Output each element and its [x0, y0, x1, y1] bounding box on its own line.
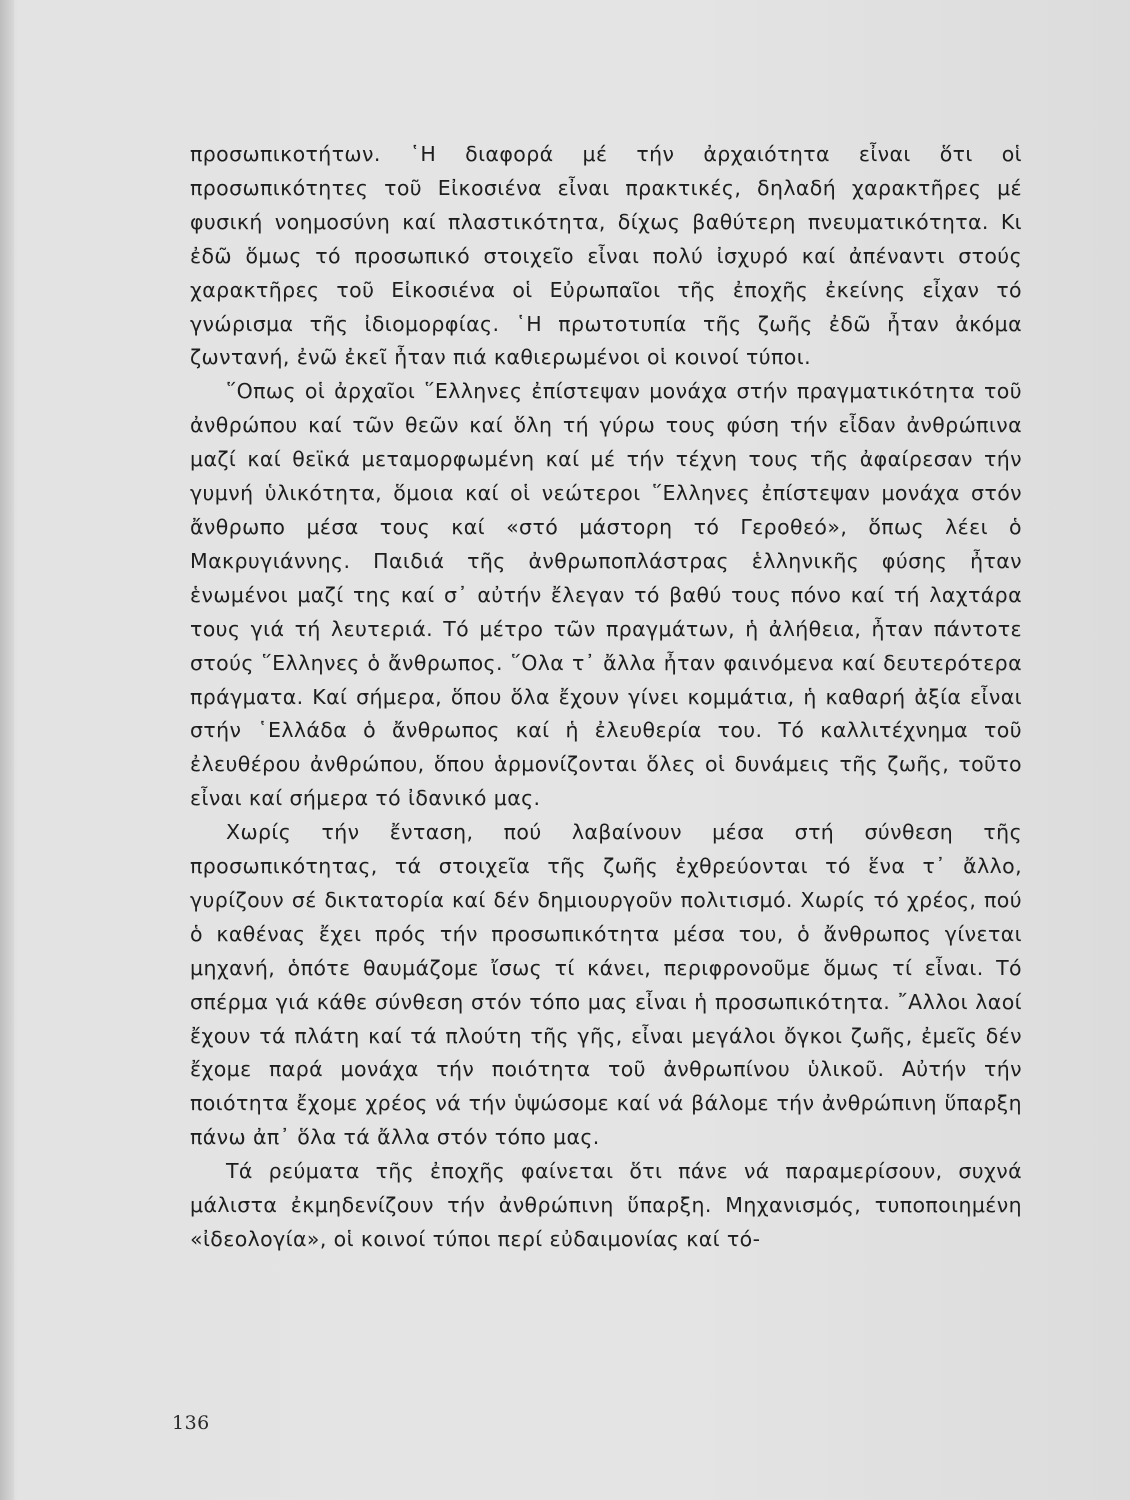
page-spine-edge: [0, 0, 14, 1500]
paragraph-4: Τά ρεύματα τῆς ἐποχῆς φαίνεται ὅτι πάνε νά παραμερίσουν, συχνά μάλιστα ἐκμηδενίζουν τήν ἀνθρώπινη ὕπαρξη. Μηχανισμός, τυποποιημένη «ἰδεολογία», οἱ κοινοί τύποι περί εὐδαιμονίας καί τό-: [190, 1159, 1022, 1251]
body-text: [190, 138, 1022, 1257]
paragraph-1: προσωπικοτήτων. ῾Η διαφορά μέ τήν ἀρχαιότητα εἶναι ὅτι οἱ προσωπικότητες τοῦ Εἰκοσιένα εἶναι πρακτικές, δηλαδή χαρακτῆρες μέ φυσική νοημοσύνη καί πλαστικότητα, δίχως βαθύτερη πνευματικότητα. Κι ἐδῶ ὅμως τό προσωπικό στοιχεῖο εἶναι πολύ ἰσχυρό καί ἀπέναντι στούς χαρακτῆρες τοῦ Εἰκοσιένα οἱ Εὐρωπαῖοι τῆς ἐποχῆς ἐκείνης εἶχαν τό γνώρισμα τῆς ἰδιομορφίας. ῾Η πρωτοτυπία τῆς ζωῆς ἐδῶ ἦταν ἀκόμα ζωντανή, ἐνῶ ἐκεῖ ἦταν πιά καθιερωμένοι οἱ κοινοί τύποι.: [190, 142, 1022, 370]
paragraph-3: Χωρίς τήν ἔνταση, πού λαβαίνουν μέσα στή σύνθεση τῆς προσωπικότητας, τά στοιχεῖα τῆς ζωῆς ἐχθρεύονται τό ἕνα τ᾽ ἄλλο, γυρίζουν σέ δικτατορία καί δέν δημιουργοῦν πολιτισμό. Χωρίς τό χρέος, πού ὁ καθένας ἔχει πρός τήν προσωπικότητα μέσα του, ὁ ἄνθρωπος γίνεται μηχανή, ὁπότε θαυμάζομε ἴσως τί κάνει, περιφρονοῦμε ὅμως τί εἶναι. Τό σπέρμα γιά κάθε σύνθεση στόν τόπο μας εἶναι ἡ προσωπικότητα. ῎Αλλοι λαοί ἔχουν τά πλάτη καί τά πλούτη τῆς γῆς, εἶναι μεγάλοι ὄγκοι ζωῆς, ἐμεῖς δέν ἔχομε παρά μονάχα τήν ποιότητα τοῦ ἀνθρωπίνου ὑλικοῦ. Αὐτήν τήν ποιότητα ἔχομε χρέος νά τήν ὑψώσομε καί νά βάλομε τήν ἀνθρώπινη ὕπαρξη πάνω ἀπ᾽ ὅλα τά ἄλλα στόν τόπο μας.: [190, 820, 1022, 1150]
paragraph-2: ῞Οπως οἱ ἀρχαῖοι ῞Ελληνες ἐπίστεψαν μονάχα στήν πραγματικότητα τοῦ ἀνθρώπου καί τῶν θεῶν καί ὅλη τή γύρω τους φύση τήν εἶδαν ἀνθρώπινα μαζί καί θεϊκά μεταμορφωμένη καί μέ τήν τέχνη τους τῆς ἀφαίρεσαν τήν γυμνή ὑλικότητα, ὅμοια καί οἱ νεώτεροι ῞Ελληνες ἐπίστεψαν μονάχα στόν ἄνθρωπο μέσα τους καί «στό μάστορη τό Γεροθεό», ὅπως λέει ὁ Μακρυγιάννης. Παιδιά τῆς ἀνθρωποπλάστρας ἑλληνικῆς φύσης ἦταν ἑνωμένοι μαζί της καί σ᾽ αὐτήν ἔλεγαν τό βαθύ τους πόνο καί τή λαχτάρα τους γιά τή λευτεριά. Τό μέτρο τῶν πραγμάτων, ἡ ἀλήθεια, ἦταν πάντοτε στούς ῞Ελληνες ὁ ἄνθρωπος. ῞Ολα τ᾽ ἄλλα ἦταν φαινόμενα καί δευτερότερα πράγματα. Καί σήμερα, ὅπου ὅλα ἔχουν γίνει κομμάτια, ἡ καθαρή ἀξία εἶναι στήν ῾Ελλάδα ὁ ἄνθρωπος καί ἡ ἐλευθερία του. Τό καλλιτέχνημα τοῦ ἐλευθέρου ἀνθρώπου, ὅπου ἁρμονίζονται ὅλες οἱ δυνάμεις τῆς ζωῆς, τοῦτο εἶναι καί σήμερα τό ἰδανικό μας.: [190, 379, 1022, 811]
page-number: 136: [172, 1412, 210, 1434]
